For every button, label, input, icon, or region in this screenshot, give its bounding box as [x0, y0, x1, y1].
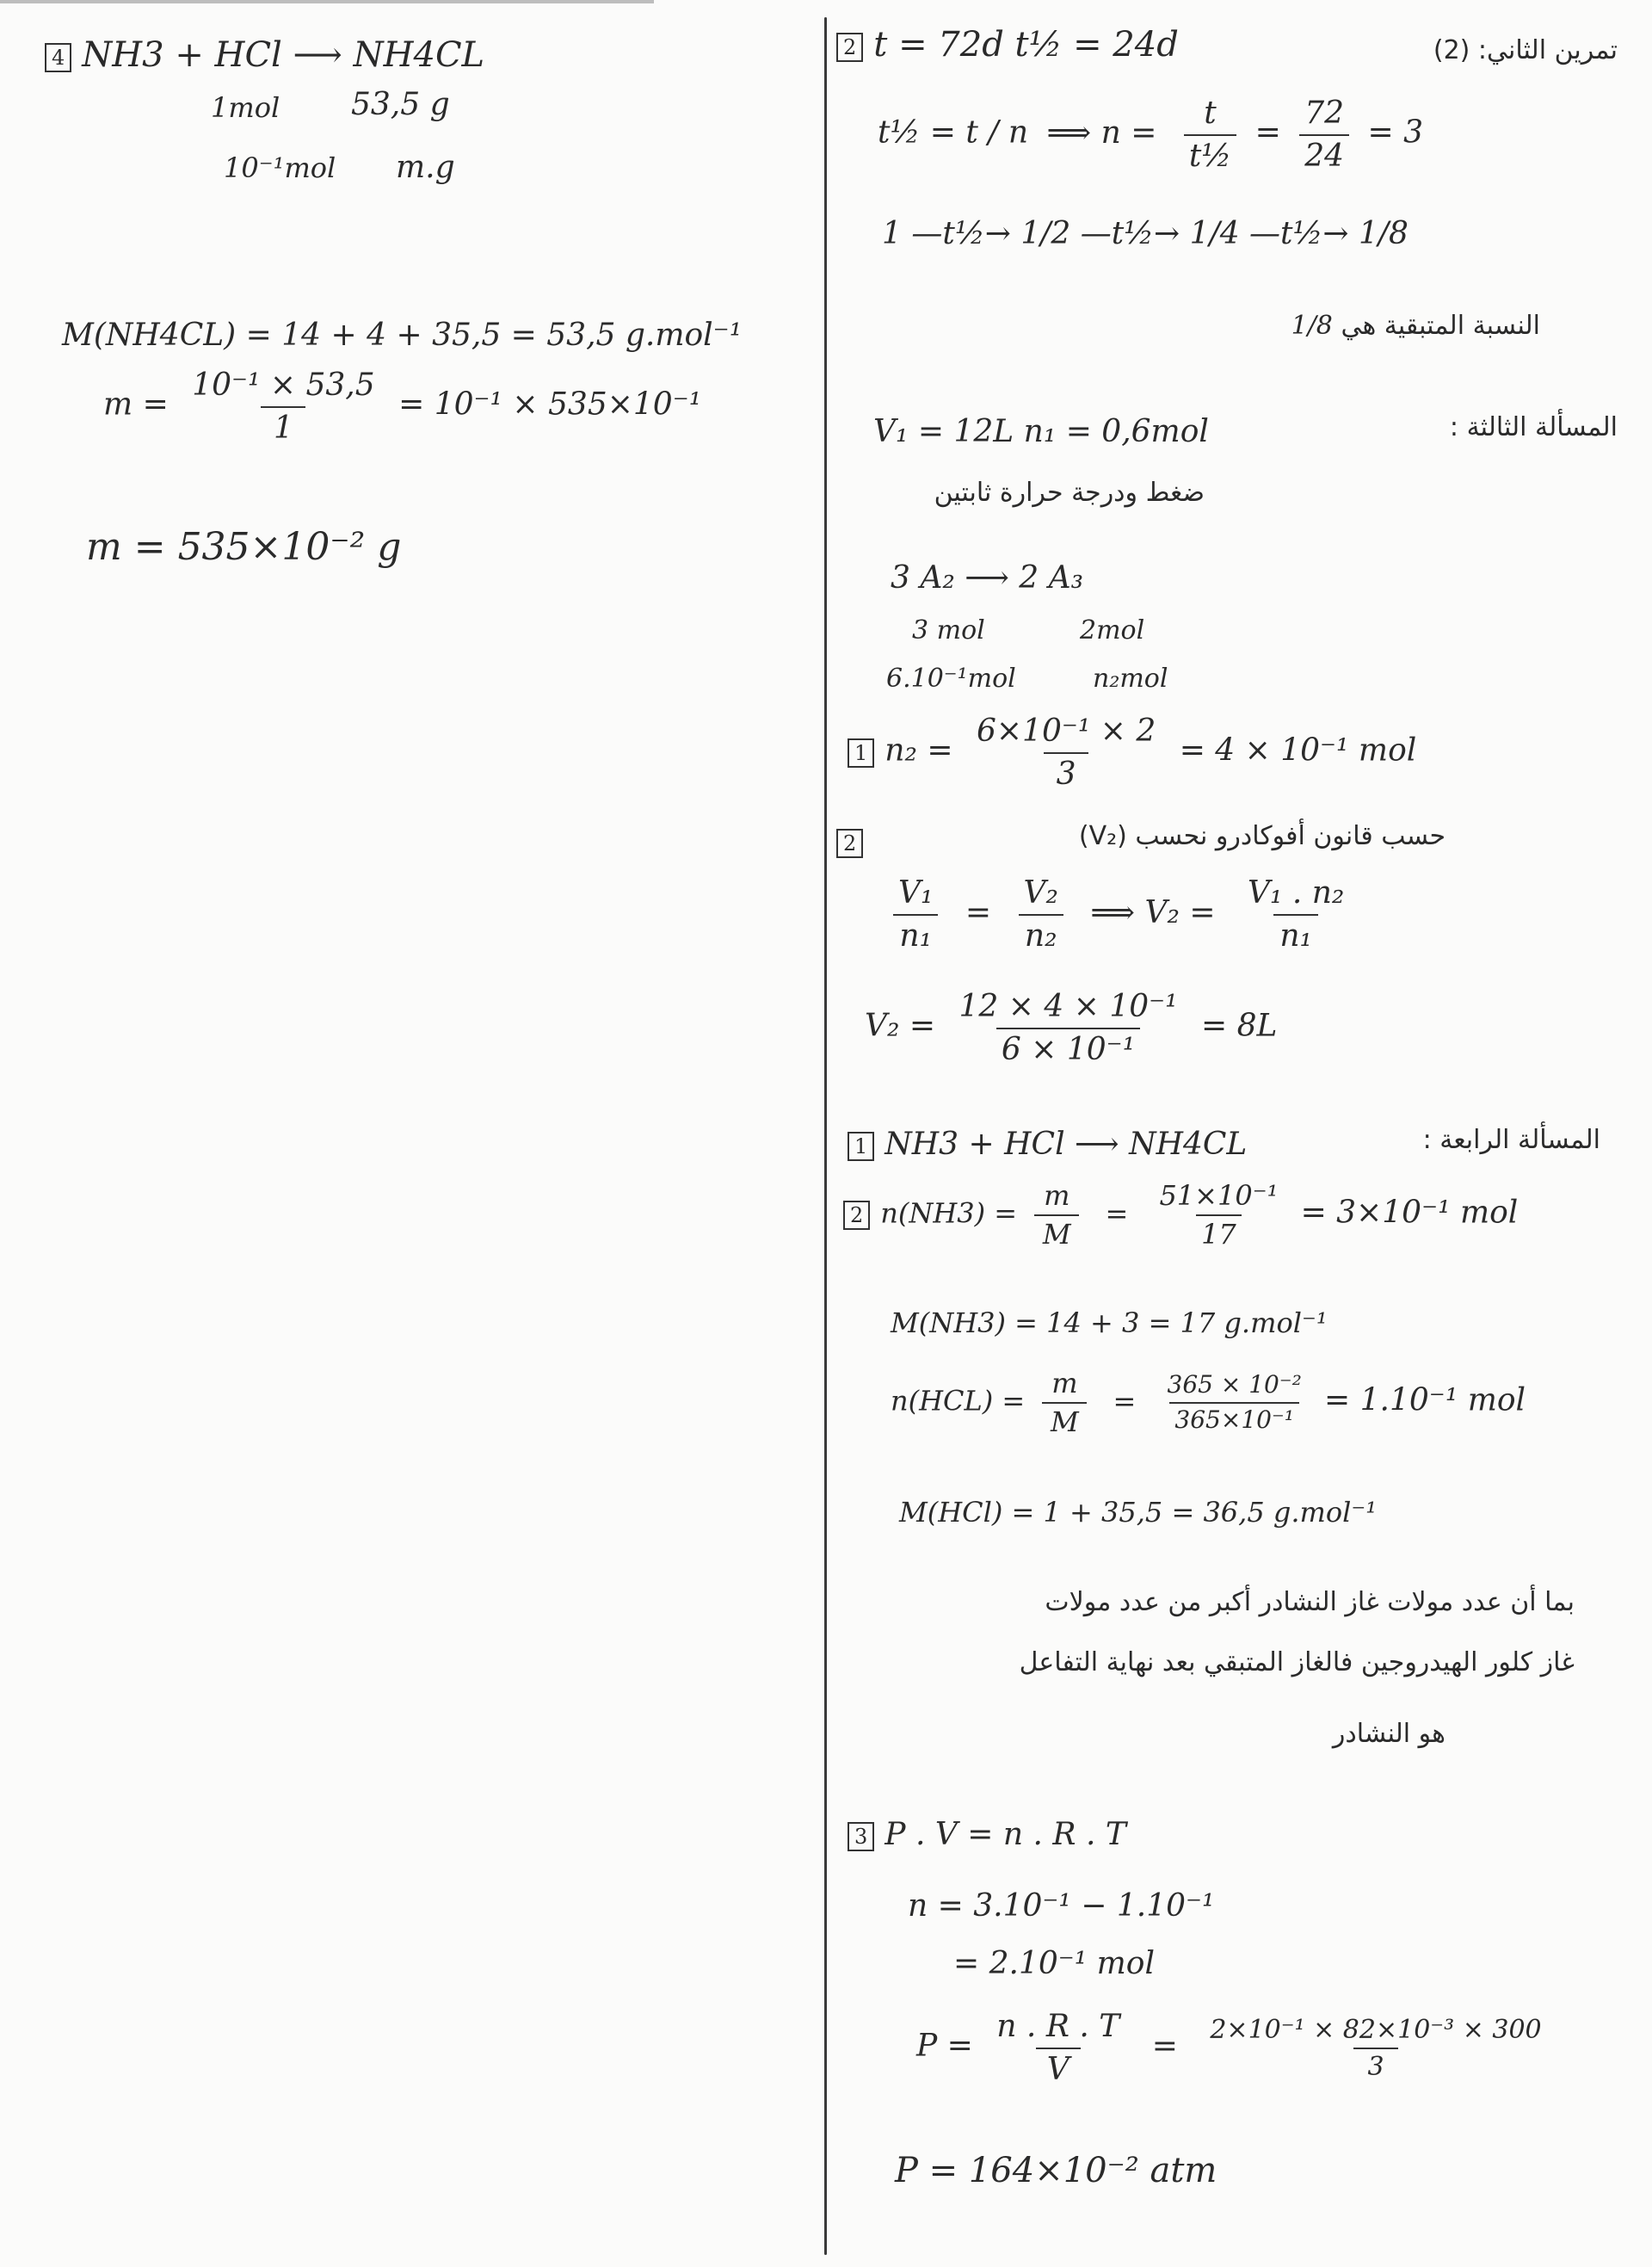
- v2-label: V₂ =: [865, 1008, 936, 1044]
- v2-implies: ⟹ V₂ =: [1090, 894, 1216, 930]
- n-nh3-calculation: [843, 1181, 1518, 1250]
- mass-fraction-numerator: 10⁻¹ × 53,5: [192, 368, 375, 403]
- n2-label: n₂ =: [885, 732, 953, 769]
- p3-row2-left: 6.10⁻¹mol: [886, 664, 1016, 694]
- p4-q3-number-box: 3: [848, 1822, 874, 1851]
- p4-q1-number-box: 1: [848, 1132, 874, 1161]
- v2-n2-fraction: [1019, 876, 1063, 953]
- pressure-calculation: [916, 2010, 1556, 2086]
- n-nh3-formula-denominator: M: [1034, 1214, 1079, 1250]
- avogadro-relation: [885, 876, 1358, 953]
- avogadro-law-text: حسب قانون أفوكادرو نحسب (V₂): [1078, 821, 1446, 851]
- n-hcl-value-numerator: 365 × 10⁻²: [1167, 1370, 1302, 1399]
- top-edge-line: [0, 0, 654, 3]
- pressure-formula-numerator: n . R . T: [996, 2009, 1120, 2044]
- ideal-gas-law: P . V = n . R . T: [885, 1817, 1126, 1852]
- n-hcl-value-fraction: [1162, 1372, 1307, 1434]
- v2-result: = 8L: [1201, 1008, 1278, 1044]
- pressure-formula-denominator: V: [1036, 2048, 1081, 2087]
- n1-denominator: n₁: [893, 914, 938, 954]
- n-nh3-value-denominator: 17: [1196, 1214, 1242, 1250]
- half-life-chain: 1 —t½→ 1/2 —t½→ 1/4 —t½→ 1/8: [882, 216, 1409, 251]
- n2-fraction-numerator: 6×10⁻¹ × 2: [976, 713, 1156, 749]
- half-life-relation-line: [878, 96, 1423, 173]
- moles-remaining-result: = 2.10⁻¹ mol: [953, 1946, 1155, 1981]
- v2-calculation: [865, 990, 1277, 1066]
- p4-equation: NH3 + HCl ⟶ NH4CL: [885, 1127, 1248, 1162]
- n-hcl-result: = 1.10⁻¹ mol: [1324, 1382, 1526, 1418]
- n-nh3-equals: =: [1105, 1196, 1129, 1230]
- v1-numerator: V₁: [898, 875, 934, 911]
- mass-final-result: m = 535×10⁻² g: [86, 525, 402, 569]
- mass-fraction: [187, 368, 379, 445]
- n-nh3-result: = 3×10⁻¹ mol: [1300, 1195, 1519, 1231]
- n-hcl-equals: =: [1113, 1384, 1137, 1418]
- n-nh3-value-numerator: 51×10⁻¹: [1159, 1179, 1279, 1212]
- q4-row1-left: 1mol: [211, 91, 280, 124]
- molar-mass-nh4cl: M(NH4CL) = 14 + 4 + 35,5 = 53,5 g.mol⁻¹: [62, 318, 743, 353]
- n-hcl-label: n(HCL) =: [891, 1384, 1026, 1418]
- pressure-final-result: P = 164×10⁻² atm: [895, 2151, 1217, 2190]
- n-hcl-formula-fraction: [1042, 1368, 1087, 1437]
- conclusion-line-3: هو النشادر: [1332, 1719, 1446, 1749]
- p3-q2-number-line: [836, 825, 873, 859]
- p4-equation-line: [848, 1127, 1247, 1162]
- v2-formula-numerator: V₁ . n₂: [1247, 875, 1345, 911]
- problem-three-header: المسألة الثالثة :: [1449, 412, 1618, 442]
- pressure-equals: =: [1151, 2028, 1178, 2064]
- molar-mass-hcl: M(HCl) = 1 + 35,5 = 36,5 g.mol⁻¹: [899, 1496, 1378, 1529]
- mass-result: = 10⁻¹ × 535×10⁻¹: [398, 386, 702, 423]
- mass-label: m =: [103, 386, 169, 423]
- p3-q2-number-box: 2: [836, 829, 863, 858]
- mass-calculation: [103, 368, 701, 445]
- v2-value-numerator: 12 × 4 × 10⁻¹: [959, 989, 1178, 1024]
- p3-conditions: ضغط ودرجة حرارة ثابتين: [934, 478, 1205, 508]
- p3-q1-number-box: 1: [848, 738, 874, 768]
- v2-formula-fraction: [1242, 876, 1349, 953]
- problem-four-header: المسألة الرابعة :: [1422, 1125, 1600, 1155]
- p3-row1-left: 3 mol: [912, 615, 985, 646]
- conclusion-line-1: بما أن عدد مولات غاز النشادر أكبر من عدد مولات: [1045, 1587, 1575, 1617]
- n2-result: = 4 × 10⁻¹ mol: [1179, 732, 1417, 769]
- q4-equation: NH3 + HCl ⟶ NH4CL: [82, 35, 485, 75]
- remaining-ratio-value: 1/8: [1291, 311, 1333, 341]
- v2-value-fraction: [954, 990, 1183, 1066]
- q4-row1-right: 53,5 g: [351, 87, 450, 122]
- n-value-fraction: [1299, 96, 1349, 173]
- n-result: = 3: [1367, 114, 1424, 151]
- avogadro-equals: =: [965, 894, 992, 930]
- conclusion-line-2: غاز كلور الهيدروجين فالغاز المتبقي بعد نهاية التفاعل: [1019, 1647, 1575, 1677]
- v2-numerator: V₂: [1023, 875, 1058, 911]
- pressure-formula-fraction: [991, 2010, 1125, 2086]
- q4-row2-left: 10⁻¹mol: [224, 151, 336, 184]
- n-fraction: [1184, 96, 1236, 173]
- n-hcl-calculation: [891, 1368, 1526, 1437]
- q4-row2-right: m.g: [396, 150, 455, 185]
- n2-fraction-denominator: 3: [1044, 752, 1088, 792]
- n-value-denominator: 24: [1299, 134, 1349, 174]
- half-life-relation: t½ = t / n: [878, 114, 1029, 151]
- n-fraction-numerator: t: [1204, 96, 1217, 131]
- mass-fraction-denominator: 1: [261, 406, 305, 446]
- n-hcl-value-denominator: 365×10⁻¹: [1169, 1402, 1299, 1434]
- remaining-ratio-text: النسبة المتبقية هي: [1341, 311, 1540, 341]
- pressure-value-fraction: [1205, 2016, 1546, 2081]
- n-nh3-label: n(NH3) =: [880, 1196, 1018, 1230]
- q2-given-line: [836, 26, 1179, 64]
- n2-fraction: [971, 714, 1161, 791]
- n-value-numerator: 72: [1304, 96, 1345, 131]
- q4-number-box: 4: [45, 43, 71, 72]
- pressure-value-denominator: 3: [1353, 2048, 1398, 2081]
- pressure-value-numerator: 2×10⁻¹ × 82×10⁻³ × 300: [1210, 2014, 1542, 2045]
- column-divider: [824, 17, 827, 2255]
- p3-row2-right: n₂mol: [1093, 664, 1168, 694]
- pressure-label: P =: [916, 2028, 973, 2064]
- n-nh3-value-fraction: [1154, 1181, 1283, 1250]
- q2-number-box: 2: [836, 33, 863, 62]
- p3-given: V₁ = 12L n₁ = 0,6mol: [873, 414, 1209, 449]
- molar-mass-nh3: M(NH3) = 14 + 3 = 17 g.mol⁻¹: [891, 1306, 1328, 1339]
- v2-formula-denominator: n₁: [1273, 914, 1318, 954]
- equals-sign: =: [1254, 114, 1281, 151]
- exercise-two-header: تمرين الثاني: (2): [1433, 35, 1618, 65]
- v1-n1-fraction: [893, 876, 938, 953]
- n-nh3-formula-numerator: m: [1044, 1179, 1070, 1212]
- ideal-gas-law-line: [848, 1818, 1126, 1852]
- n2-denominator: n₂: [1019, 914, 1063, 954]
- remaining-ratio-line: [1291, 312, 1540, 340]
- p4-q2-number-box: 2: [843, 1201, 870, 1230]
- n-hcl-formula-denominator: M: [1042, 1402, 1087, 1437]
- p3-row1-right: 2mol: [1080, 615, 1145, 646]
- p3-equation: 3 A₂ ⟶ 2 A₃: [891, 560, 1084, 596]
- n-fraction-denominator: t½: [1184, 134, 1236, 174]
- n-nh3-formula-fraction: [1034, 1181, 1079, 1250]
- q2-given: t = 72d t½ = 24d: [873, 25, 1179, 65]
- q4-equation-line: [45, 36, 484, 74]
- moles-remaining-calc: n = 3.10⁻¹ − 1.10⁻¹: [908, 1888, 1215, 1924]
- n2-calculation: [848, 714, 1416, 791]
- n-hcl-formula-numerator: m: [1051, 1367, 1078, 1399]
- implies-arrow: ⟹ n =: [1046, 114, 1157, 151]
- v2-value-denominator: 6 × 10⁻¹: [996, 1028, 1140, 1067]
